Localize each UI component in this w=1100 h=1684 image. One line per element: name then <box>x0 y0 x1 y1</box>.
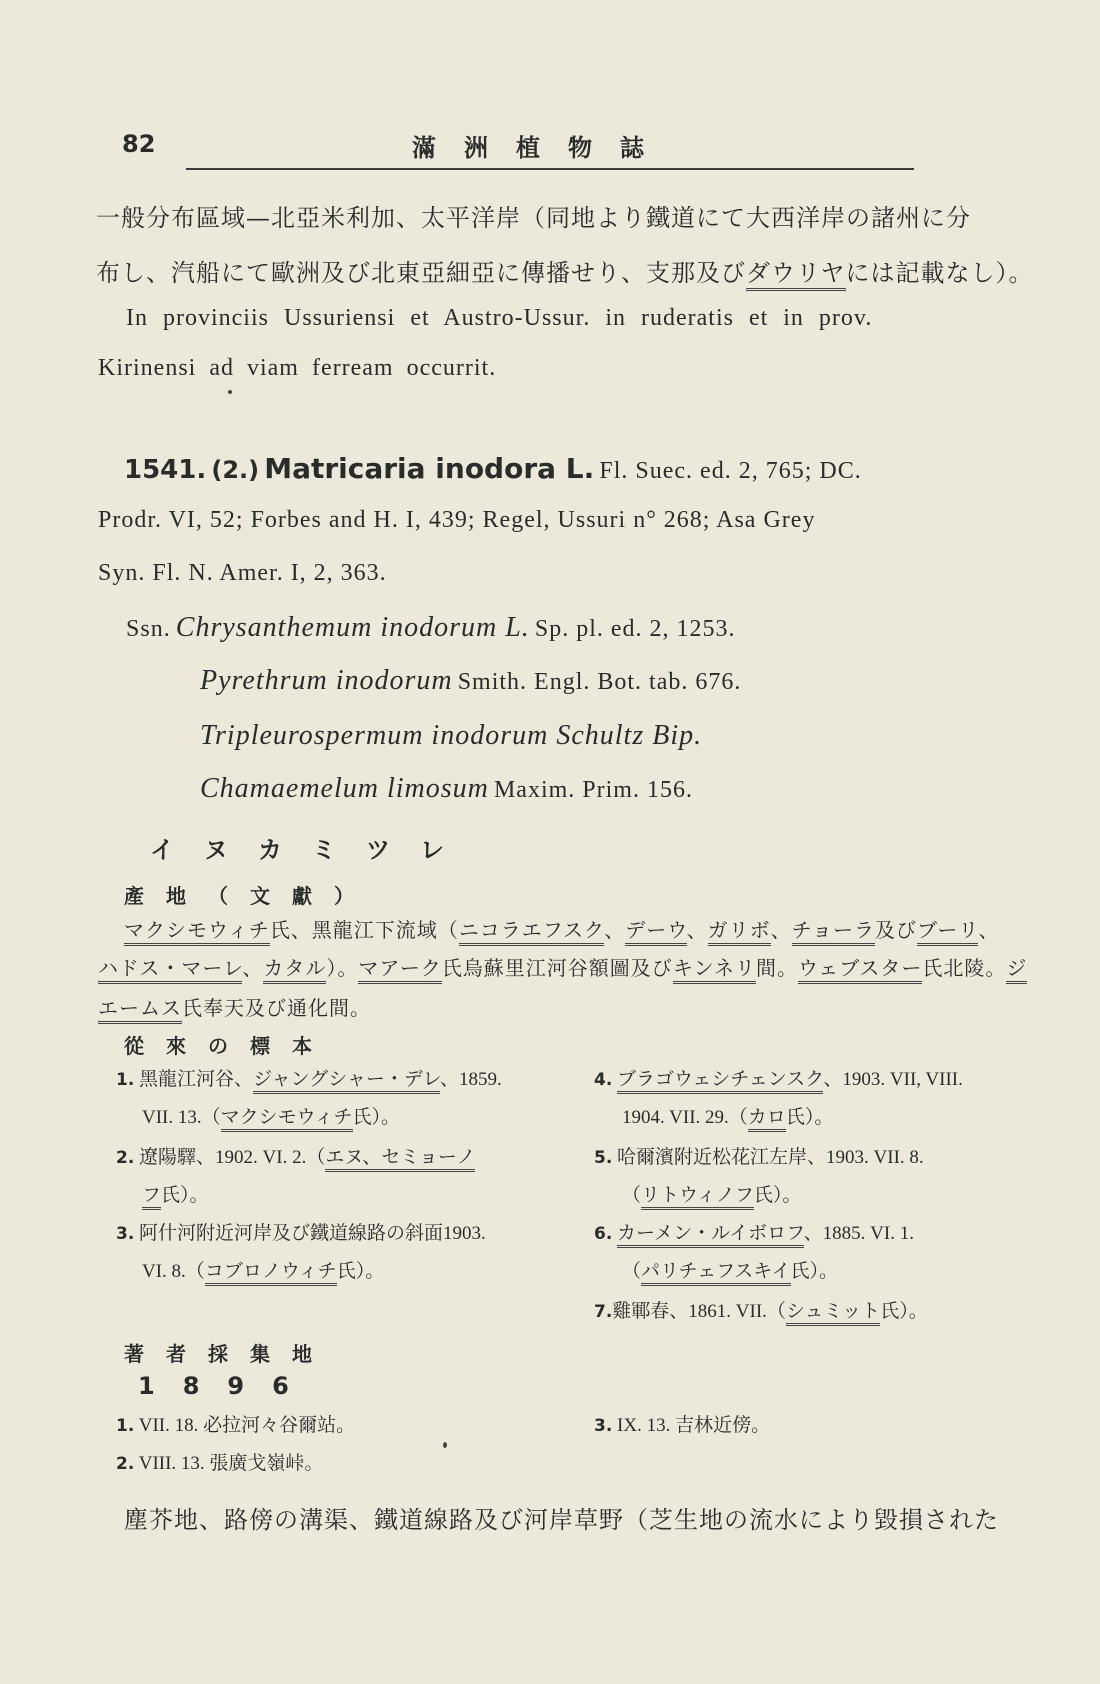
specimen-1: 1. 黑龍江河谷、ジャングシャー・デレ、1859. <box>116 1064 502 1091</box>
collection-item-2: 2. VIII. 13. 張廣戈嶺峠。 <box>116 1453 324 1474</box>
specimen-1-cont: VII. 13.（マクシモウィチ氏）。 <box>142 1102 400 1129</box>
synonym-reference: Smith. Engl. Bot. tab. 676. <box>457 669 742 695</box>
page-number: 82 <box>122 130 156 158</box>
distribution-line-2: 布し、汽船にて歐洲及び北東亞細亞に傳播せり、支那及びダウリヤには記載なし）。 <box>96 253 1034 288</box>
species-heading <box>124 452 862 485</box>
synonym-name: Chamaemelum limosum <box>200 773 489 804</box>
synonym-1 <box>126 612 736 644</box>
habitat-line-2: ハドス・マーレ、カタル）。マアーク氏烏蘇里江河谷額圖及びキンネリ間。ウェブスター氏北陵。ジ <box>98 952 1027 981</box>
specimen-6-cont: （パリチェフスキイ氏）。 <box>622 1256 838 1283</box>
print-speck <box>228 390 232 394</box>
habitat-heading: 產地（文獻） <box>124 884 376 908</box>
synonym-reference: Sp. pl. ed. 2, 1253. <box>534 616 736 642</box>
print-speck <box>443 1442 447 1448</box>
specimen-5-cont: （リトウィノフ氏）。 <box>622 1180 801 1207</box>
specimen-2-cont: フ氏）。 <box>142 1180 209 1207</box>
footer-line: 塵芥地、路傍の溝渠、鐵道線路及び河岸草野（芝生地の流水により毀損された <box>124 1506 999 1534</box>
synonym-name: Tripleurospermum inodorum Schultz Bip. <box>200 720 703 751</box>
place-name: ダウリヤ <box>746 259 846 291</box>
running-title: 滿洲植物誌 <box>412 134 672 162</box>
habitat-line-1: マクシモウィチ氏、黑龍江下流域（ニコラエフスク、デーウ、ガリボ、チョーラ及びブーリ、 <box>124 914 999 943</box>
distribution-line-1: 一般分布區域—北亞米利加、太平洋岸（同地より鐵道にて大西洋岸の諸州に分 <box>96 204 971 232</box>
specimen-5: 5. 哈爾濱附近松花江左岸、1903. VII. 8. <box>594 1147 924 1168</box>
latin-distribution-1: In provinciis Ussuriensi et Austro-Ussur. in ruderatis et in prov. <box>126 305 873 331</box>
species-subnumber: (2.) <box>211 456 260 484</box>
specimen-6: 6. カーメン・ルイボロフ、1885. VI. 1. <box>594 1218 914 1245</box>
specimens-heading: 從來の標本 <box>124 1034 334 1058</box>
synonym-2 <box>200 665 741 697</box>
synonym-label: Ssn. <box>126 616 171 642</box>
header-rule <box>186 168 914 170</box>
synonym-3 <box>200 720 702 752</box>
specimen-3: 3. 阿什河附近河岸及び鐵道線路の斜面1903. <box>116 1223 486 1244</box>
species-name: Matricaria inodora L. <box>264 452 595 485</box>
synonym-4 <box>200 773 693 805</box>
specimen-7: 7.雞鄆春、1861. VII.（シュミット氏）。 <box>594 1296 928 1323</box>
synonym-name: Chrysanthemum inodorum L. <box>175 612 530 643</box>
collection-item-1: 1. VII. 18. 必拉河々谷爾站。 <box>116 1415 356 1436</box>
specimen-3-cont: VI. 8.（コブロノウィチ氏）。 <box>142 1256 384 1283</box>
specimen-4: 4. ブラゴウェシチェンスク、1903. VII, VIII. <box>594 1064 963 1091</box>
species-reference-3: Syn. Fl. N. Amer. I, 2, 363. <box>98 560 387 586</box>
japanese-name: イヌカミツレ <box>150 836 474 864</box>
species-reference: Fl. Suec. ed. 2, 765; DC. <box>599 458 862 484</box>
species-number: 1541. <box>124 455 207 485</box>
specimen-2: 2. 遼陽驛、1902. VI. 2.（エヌ、セミョーノ <box>116 1142 475 1169</box>
synonym-name: Pyrethrum inodorum <box>200 665 453 696</box>
specimen-4-cont: 1904. VII. 29.（カロ氏）。 <box>622 1102 833 1129</box>
habitat-line-3: エームス氏奉天及び通化間。 <box>98 992 371 1021</box>
collection-heading: 著者採集地 <box>124 1342 334 1366</box>
collection-year: 1896 <box>138 1372 317 1400</box>
collection-item-3: 3. IX. 13. 吉林近傍。 <box>594 1415 771 1436</box>
latin-distribution-2: Kirinensi ad viam ferream occurrit. <box>98 355 497 381</box>
synonym-reference: Maxim. Prim. 156. <box>493 777 693 803</box>
species-reference-2: Prodr. VI, 52; Forbes and H. I, 439; Regel, Ussuri n° 268; Asa Grey <box>98 507 816 533</box>
